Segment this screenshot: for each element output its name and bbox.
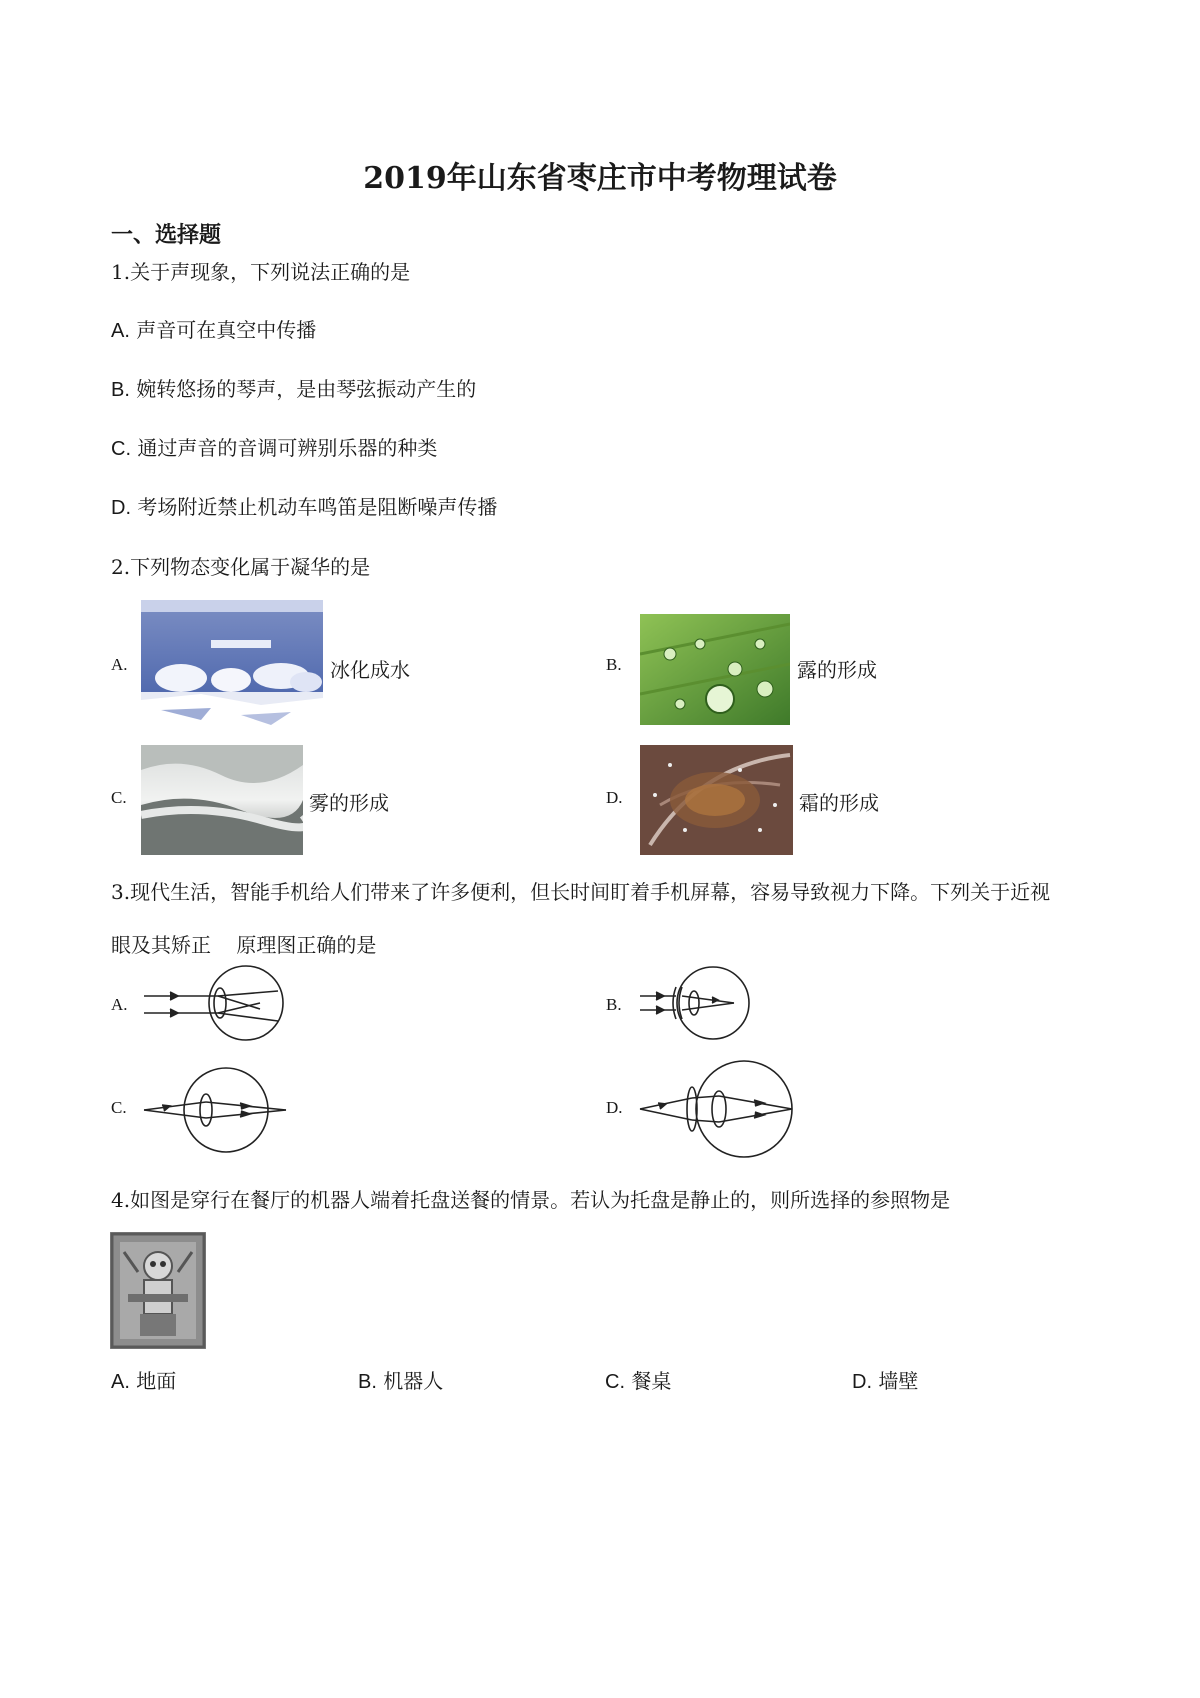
q4-option-c[interactable]: [605, 1365, 671, 1394]
q3-option-c-letter[interactable]: C.: [111, 1098, 127, 1117]
q2-option-b-letter[interactable]: B.: [606, 655, 622, 674]
q3-stem-line1: 3.现代生活，智能手机给人们带来了许多便利，但长时间盯着手机屏幕，容易导致视力下降。下列关于近视: [111, 880, 1051, 904]
eye-diagram-c[interactable]: [140, 1065, 290, 1155]
q3-option-d-letter[interactable]: D.: [606, 1098, 623, 1117]
q2-option-a-text[interactable]: 冰化成水: [330, 658, 410, 682]
page-title: 2019年山东省枣庄市中考物理试卷: [363, 161, 837, 196]
option-text: 通过声音的音调可辨别乐器的种类: [137, 436, 438, 460]
option-letter: B.: [358, 1371, 377, 1393]
option-text: 考场附近禁止机动车鸣笛是阻断噪声传播: [137, 495, 498, 519]
option-letter: B.: [111, 379, 130, 401]
option-text: 声音可在真空中传播: [136, 318, 317, 342]
ice-melting-photo: [141, 600, 323, 733]
option-letter: C.: [605, 1371, 625, 1393]
option-letter: D.: [111, 497, 131, 519]
q1-option-b[interactable]: [111, 373, 476, 402]
option-letter: C.: [111, 438, 131, 460]
option-text: 婉转悠扬的琴声，是由琴弦振动产生的: [136, 377, 477, 401]
q2-option-d-text[interactable]: 霜的形成: [799, 791, 879, 815]
section-heading: 一、选择题: [111, 222, 222, 248]
fog-photo: [141, 745, 303, 855]
eye-diagram-d[interactable]: [636, 1058, 806, 1160]
option-text: 机器人: [383, 1369, 444, 1393]
eye-diagram-a[interactable]: [140, 963, 290, 1043]
q2-option-d-letter[interactable]: D.: [606, 788, 623, 807]
option-text: 餐桌: [631, 1369, 672, 1393]
q1-option-d[interactable]: [111, 491, 497, 520]
q2-option-c-text[interactable]: 雾的形成: [309, 791, 389, 815]
option-letter: A.: [111, 1371, 130, 1393]
option-text: 地面: [136, 1369, 177, 1393]
q2-option-b-text[interactable]: 露的形成: [797, 658, 877, 682]
q4-option-a[interactable]: [111, 1365, 176, 1394]
frost-leaf-photo: [640, 745, 793, 855]
q2-stem: 2.下列物态变化属于凝华的是: [111, 555, 371, 579]
q4-option-b[interactable]: [358, 1365, 443, 1394]
robot-waiter-photo: [110, 1232, 206, 1349]
q4-option-d[interactable]: [852, 1365, 918, 1394]
option-text: 墙壁: [878, 1369, 919, 1393]
q1-option-c[interactable]: [111, 432, 437, 461]
q3-option-a-letter[interactable]: A.: [111, 995, 128, 1014]
q3-option-b-letter[interactable]: B.: [606, 995, 622, 1014]
option-letter: D.: [852, 1371, 872, 1393]
q1-option-a[interactable]: [111, 314, 316, 343]
q2-option-a-letter[interactable]: A.: [111, 655, 128, 674]
eye-diagram-b[interactable]: [636, 965, 756, 1041]
q1-stem: 1.关于声现象，下列说法正确的是: [111, 260, 411, 284]
q2-option-c-letter[interactable]: C.: [111, 788, 127, 807]
q4-stem: 4.如图是穿行在餐厅的机器人端着托盘送餐的情景。若认为托盘是静止的，则所选择的参照物是: [111, 1188, 951, 1212]
option-letter: A.: [111, 320, 130, 342]
q3-stem-line2: 眼及其矫正 原理图正确的是: [111, 933, 377, 957]
dew-drops-photo: [640, 614, 790, 725]
